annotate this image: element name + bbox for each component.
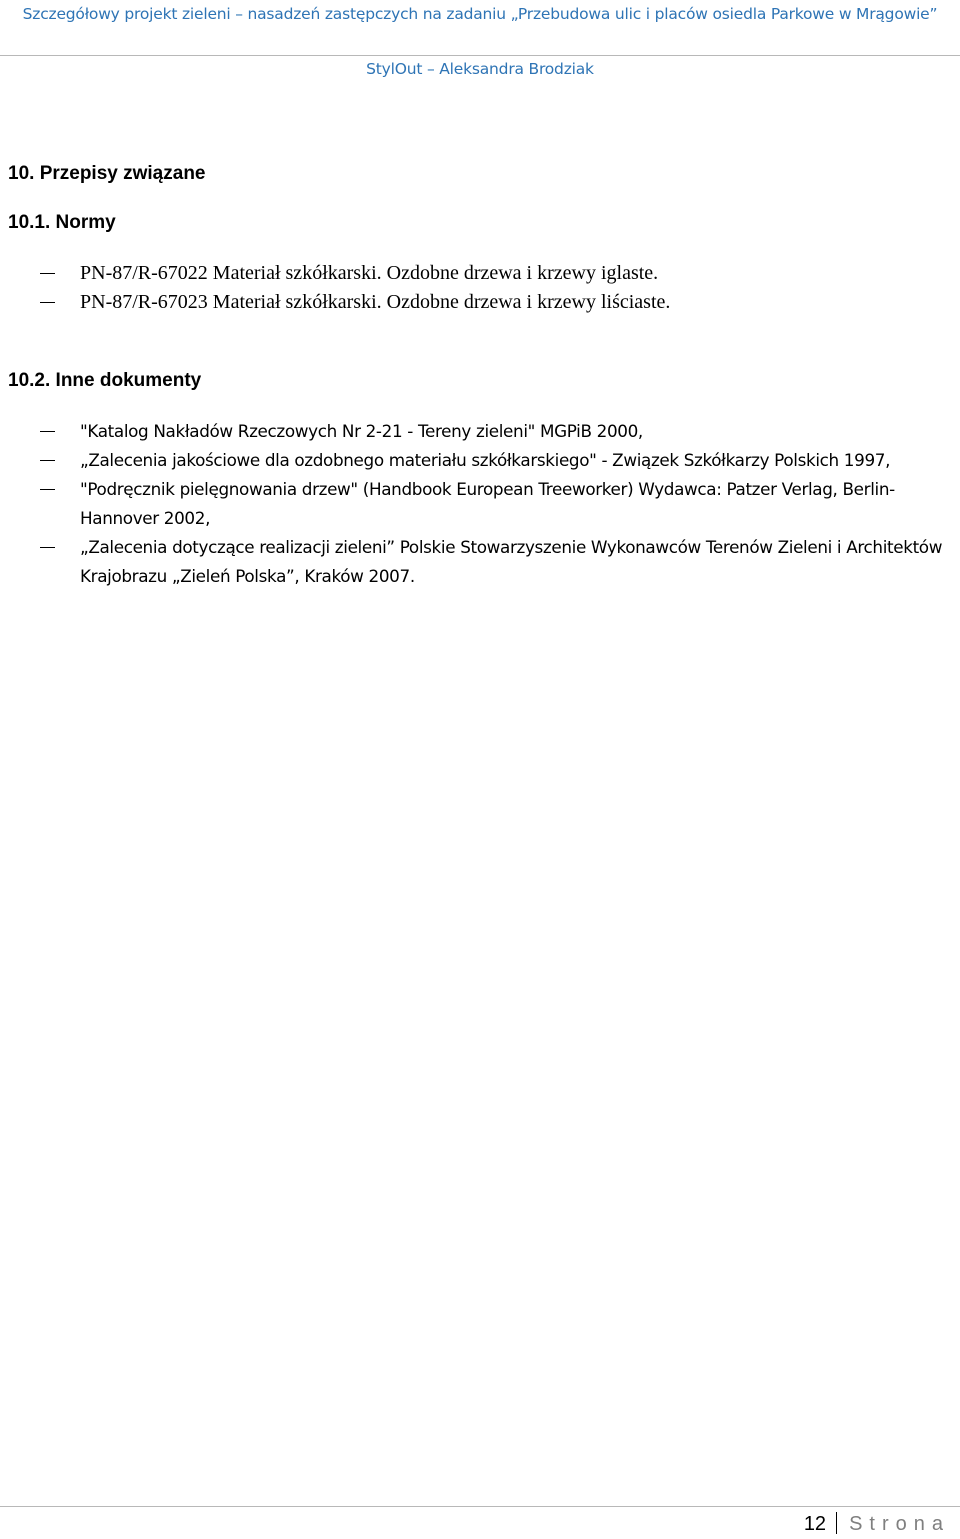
list-item-text: "Katalog Nakładów Rzeczowych Nr 2-21 - Tereny zieleni" MGPiB 2000, bbox=[80, 421, 643, 441]
page-number: 12 bbox=[803, 1513, 827, 1535]
document-author: StylOut – Aleksandra Brodziak bbox=[366, 60, 594, 78]
page-header bbox=[0, 0, 960, 56]
dokumenty-list bbox=[0, 417, 960, 591]
list-item bbox=[0, 446, 960, 475]
dash-bullet-icon bbox=[40, 273, 55, 274]
list-item-text: „Zalecenia jakościowe dla ozdobnego materiału szkółkarskiego" - Związek Szkółkarzy Polskich 1997, bbox=[80, 450, 891, 470]
dash-bullet-icon bbox=[40, 547, 55, 548]
list-item-text: "Podręcznik pielęgnowania drzew" (Handbook European Treeworker) Wydawca: Patzer Verlag, Berlin-Hannover 2002, bbox=[80, 479, 895, 528]
list-item-text: PN-87/R-67022 Materiał szkółkarski. Ozdobne drzewa i krzewy iglaste. bbox=[80, 262, 659, 284]
page-label: Strona bbox=[849, 1513, 950, 1535]
list-item bbox=[0, 417, 960, 446]
section-heading: 10. Przepisy związane bbox=[8, 163, 206, 184]
subsection-heading-normy: 10.1. Normy bbox=[8, 212, 116, 233]
list-item bbox=[0, 533, 960, 591]
page-footer bbox=[0, 1506, 960, 1539]
page-indicator bbox=[804, 1511, 950, 1537]
footer-separator bbox=[836, 1512, 837, 1534]
subsection-heading-dokumenty: 10.2. Inne dokumenty bbox=[8, 370, 202, 391]
list-item bbox=[0, 288, 960, 317]
dash-bullet-icon bbox=[40, 302, 55, 303]
list-item-text: PN-87/R-67023 Materiał szkółkarski. Ozdobne drzewa i krzewy liściaste. bbox=[80, 291, 671, 313]
dash-bullet-icon bbox=[40, 489, 55, 490]
list-item bbox=[0, 475, 960, 533]
document-title: Szczegółowy projekt zieleni – nasadzeń zastępczych na zadaniu „Przebudowa ulic i placów osiedla Parkowe w Mrągowie” bbox=[22, 5, 938, 23]
normy-list bbox=[0, 259, 960, 317]
list-item-text: „Zalecenia dotyczące realizacji zieleni” Polskie Stowarzyszenie Wykonawców Terenów Zieleni i Architektów Krajobrazu „Zieleń Polska”, Kraków 2007. bbox=[80, 537, 943, 586]
dash-bullet-icon bbox=[40, 431, 55, 432]
list-item bbox=[0, 259, 960, 288]
dash-bullet-icon bbox=[40, 460, 55, 461]
